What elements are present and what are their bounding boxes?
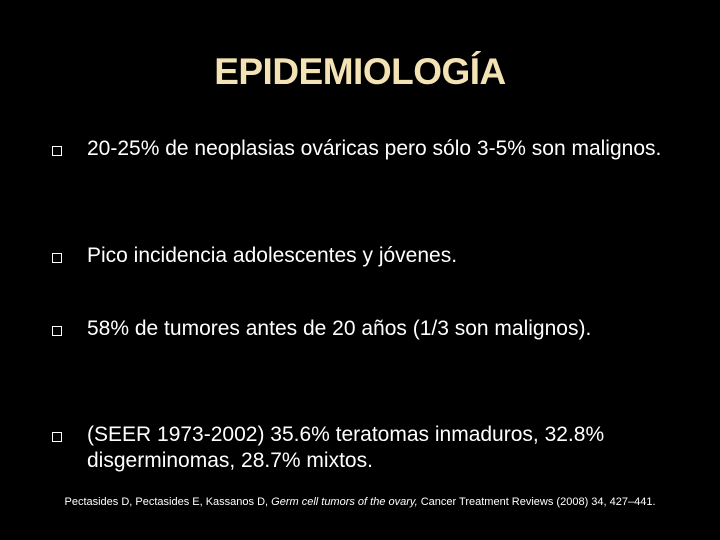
bullet-text: (SEER 1973-2002) 35.6% teratomas inmaduros, 32.8% disgerminomas, 28.7% mixtos.: [87, 423, 605, 472]
citation: [20, 495, 700, 509]
citation-journal: Cancer Treatment Reviews (2008) 34, 427–441.: [417, 496, 656, 508]
bullet-text: 20-25% de neoplasias ováricas pero sólo 3-5% son malignos.: [87, 137, 662, 160]
square-bullet-icon: [52, 432, 62, 442]
square-bullet-icon: [52, 146, 62, 156]
bullet-text: Pico incidencia adolescentes y jóvenes.: [87, 244, 458, 267]
slide-title: EPIDEMIOLOGÍA: [214, 51, 506, 92]
citation-authors: Pectasides D, Pectasides E, Kassanos D,: [64, 496, 272, 508]
bullet-text: 58% de tumores antes de 20 años (1/3 son malignos).: [87, 317, 592, 340]
square-bullet-icon: [52, 326, 62, 336]
citation-article: Germ cell tumors of the ovary,: [271, 496, 418, 508]
square-bullet-icon: [52, 253, 62, 263]
